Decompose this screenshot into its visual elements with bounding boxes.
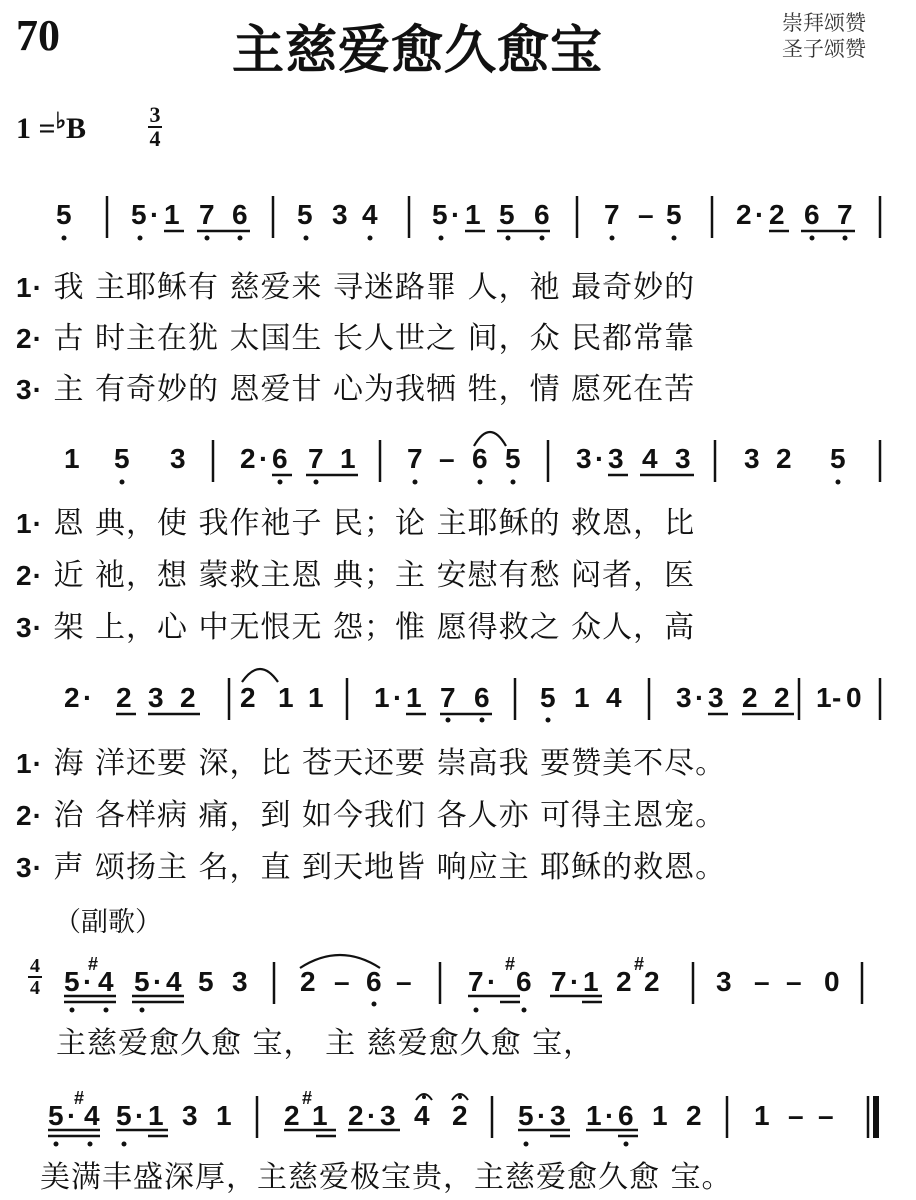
verse-line: 1· 海 洋还要 深，比 苍天还要 崇高我 要赞美不尽。	[16, 746, 727, 781]
key-note: B	[66, 112, 87, 145]
chorus-time-signature: 4 4	[30, 955, 40, 999]
verse-line: 3· 架 上，心 中无恨无 怨；惟 愿得救之 众人，高	[16, 610, 696, 645]
category-line-2: 圣子颂赞	[782, 37, 866, 61]
time-top: 3	[149, 102, 161, 127]
verse-line: 3· 主 有奇妙的 恩爱甘 心为我牺 牲，情 愿死在苦	[16, 372, 696, 407]
verse-line: 2· 古 时主在犹 太国生 长人世之 间，众 民都常靠	[16, 321, 696, 356]
hymn-number: 70	[16, 11, 60, 60]
flat-sign: ♭	[55, 108, 66, 133]
chorus-label: （副歌）	[54, 907, 162, 938]
chorus-lyric-1: 主慈爱愈久愈 宝， 主 慈爱愈久愈 宝，	[56, 1026, 595, 1061]
verse-line: 3· 声 颂扬主 名，直 到天地皆 响应主 耶稣的救恩。	[16, 850, 727, 885]
verse-line: 1· 我 主耶稣有 慈爱来 寻迷路罪 人，祂 最奇妙的	[16, 270, 696, 305]
category-line-1: 崇拜颂赞	[782, 11, 866, 35]
verse-line: 2· 治 各样病 痛，到 如今我们 各人亦 可得主恩宠。	[16, 798, 727, 833]
time-bottom: 4	[149, 126, 161, 151]
verse-line: 2· 近 祂，想 蒙救主恩 典；主 安慰有愁 闷者，医	[16, 558, 696, 593]
verse-line: 1· 恩 典，使 我作祂子 民；论 主耶稣的 救恩，比	[16, 506, 696, 541]
hymn-title: 主慈爱愈久愈宝	[232, 21, 604, 81]
key-prefix: 1 =	[16, 112, 56, 145]
chorus-lyric-2: 美满丰盛深厚，主慈爱极宝贵，主慈爱愈久愈 宝。	[40, 1160, 733, 1195]
